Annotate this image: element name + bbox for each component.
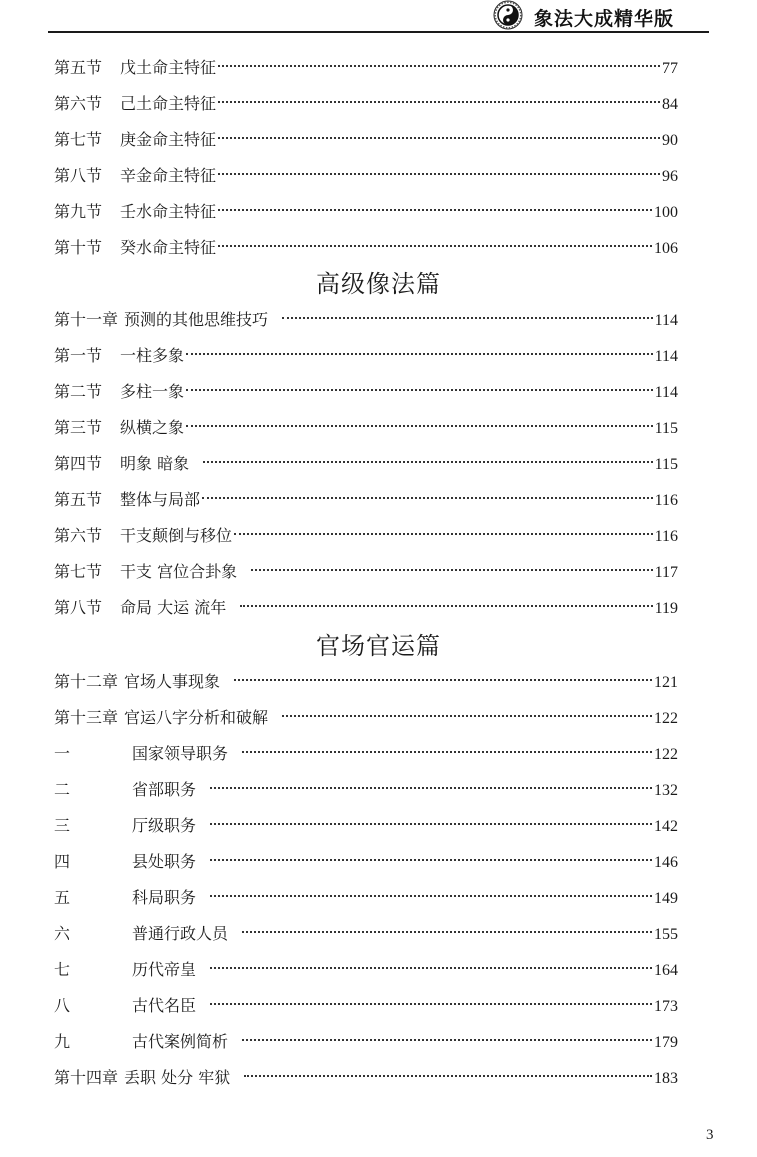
dot-leader <box>242 751 652 753</box>
toc-entry[interactable] <box>54 452 678 476</box>
toc-entry-page: 116 <box>654 492 678 509</box>
toc-entry-page: 114 <box>654 384 678 401</box>
dot-leader <box>242 1039 652 1041</box>
toc-entry-page: 132 <box>654 782 678 799</box>
dot-leader <box>218 137 660 139</box>
toc-entry-page: 183 <box>654 1070 678 1087</box>
toc-entry-title: 己土命主特征 <box>120 94 217 113</box>
dot-leader <box>210 787 652 789</box>
toc-entry-page: 146 <box>654 854 678 871</box>
dot-leader <box>210 859 652 861</box>
dot-leader <box>218 65 660 67</box>
toc-entry-title: 省部职务 <box>132 780 197 799</box>
dot-leader <box>240 605 652 607</box>
toc-entry-title: 多柱一象 <box>120 382 185 401</box>
dot-leader <box>218 101 660 103</box>
toc-entry-page: 116 <box>654 528 678 545</box>
toc-entry-title: 壬水命主特征 <box>120 202 217 221</box>
toc-entry-label: 第十二章 <box>54 672 119 691</box>
toc-entry-title: 官场人事现象 <box>124 672 221 691</box>
dot-leader <box>244 1075 652 1077</box>
dot-leader <box>203 461 652 463</box>
toc-entry-label: 第十一章 <box>54 310 119 329</box>
toc-entry-page: 100 <box>654 204 678 221</box>
toc-entry-label: 八 <box>54 996 71 1015</box>
toc-entry[interactable] <box>54 1030 678 1054</box>
toc-entry-page: 84 <box>662 96 678 113</box>
toc-entry-label: 四 <box>54 852 71 871</box>
toc-entry-title: 古代名臣 <box>132 996 197 1015</box>
toc-entry-label: 第八节 <box>54 598 103 617</box>
toc-entry-label: 第五节 <box>54 58 103 77</box>
toc-entry-title: 县处职务 <box>132 852 197 871</box>
toc-entry[interactable] <box>54 814 678 838</box>
toc-entry-label: 九 <box>54 1032 71 1051</box>
dot-leader <box>210 1003 652 1005</box>
dot-leader <box>251 569 652 571</box>
toc-entry-title: 普通行政人员 <box>132 924 229 943</box>
toc-entry-page: 90 <box>662 132 678 149</box>
toc-entry[interactable] <box>54 850 678 874</box>
toc-entry-title: 纵横之象 <box>120 418 185 437</box>
dot-leader <box>210 895 652 897</box>
section-title: 官场官运篇 <box>316 632 441 660</box>
dot-leader <box>218 245 652 247</box>
dot-leader <box>210 823 652 825</box>
toc-entry-title: 古代案例简析 <box>132 1032 229 1051</box>
toc-entry[interactable] <box>54 524 678 548</box>
toc-entry-page: 114 <box>654 348 678 365</box>
toc-entry-label: 第二节 <box>54 382 103 401</box>
toc-entry-page: 142 <box>654 818 678 835</box>
toc-entry-page: 155 <box>654 926 678 943</box>
toc-entry-title: 明象 暗象 <box>120 454 190 473</box>
dot-leader <box>218 209 652 211</box>
toc-entry-label: 第一节 <box>54 346 103 365</box>
toc-entry-page: 77 <box>662 60 678 77</box>
toc-entry-title: 干支颠倒与移位 <box>120 526 233 545</box>
toc-entry-label: 第五节 <box>54 490 103 509</box>
toc-entry-title: 丢职 处分 牢狱 <box>124 1068 231 1087</box>
toc-entry-label: 一 <box>54 744 71 763</box>
toc-entry-label: 第七节 <box>54 130 103 149</box>
dot-leader <box>186 353 653 355</box>
toc-entry[interactable] <box>54 596 678 620</box>
toc-entry-title: 国家领导职务 <box>132 744 229 763</box>
toc-entry[interactable] <box>54 1066 678 1090</box>
toc-entry-page: 106 <box>654 240 678 257</box>
toc-entry-page: 115 <box>654 420 678 437</box>
toc-entry-label: 六 <box>54 924 71 943</box>
dot-leader <box>242 931 652 933</box>
toc-entry[interactable] <box>54 560 678 584</box>
toc-entry[interactable] <box>54 922 678 946</box>
toc-entry[interactable] <box>54 92 678 116</box>
toc-entry-title: 整体与局部 <box>120 490 201 509</box>
toc-entry-label: 第三节 <box>54 418 103 437</box>
toc-entry[interactable] <box>54 164 678 188</box>
toc-entry[interactable] <box>54 488 678 512</box>
toc-entry-label: 第九节 <box>54 202 103 221</box>
running-header <box>0 0 757 36</box>
toc-entry-label: 七 <box>54 960 71 979</box>
toc-entry-page: 96 <box>662 168 678 185</box>
toc-entry[interactable] <box>54 670 678 694</box>
toc-entry-title: 癸水命主特征 <box>120 238 217 257</box>
toc-entry-label: 第六节 <box>54 94 103 113</box>
dot-leader <box>234 679 652 681</box>
toc-entry-label: 第十节 <box>54 238 103 257</box>
toc-entry-label: 第七节 <box>54 562 103 581</box>
toc-entry-page: 164 <box>654 962 678 979</box>
toc-entry-title: 预测的其他思维技巧 <box>124 310 269 329</box>
toc-entry-label: 五 <box>54 888 71 907</box>
toc-entry-page: 122 <box>654 710 678 727</box>
toc-entry[interactable] <box>54 958 678 982</box>
section-title: 高级像法篇 <box>316 270 441 298</box>
toc-entry[interactable] <box>54 236 678 260</box>
toc-entry-label: 第六节 <box>54 526 103 545</box>
toc-entry[interactable] <box>54 128 678 152</box>
toc-entry[interactable] <box>54 56 678 80</box>
toc-entry[interactable] <box>54 742 678 766</box>
book-title: 象法大成精华版 <box>534 8 675 30</box>
page-number: 3 <box>706 1127 714 1143</box>
toc-entry-page: 179 <box>654 1034 678 1051</box>
toc-entry-page: 173 <box>654 998 678 1015</box>
toc-entry-page: 122 <box>654 746 678 763</box>
toc-entry-title: 历代帝皇 <box>132 960 197 979</box>
toc-entry[interactable] <box>54 886 678 910</box>
toc-entry[interactable] <box>54 380 678 404</box>
dot-leader <box>186 425 653 427</box>
dot-leader <box>186 389 653 391</box>
dot-leader <box>282 317 653 319</box>
toc-entry-label: 第十三章 <box>54 708 119 727</box>
toc-entry[interactable] <box>54 200 678 224</box>
toc-entry[interactable] <box>54 706 678 730</box>
header-rule <box>48 31 709 33</box>
toc-entry-title: 一柱多象 <box>120 346 185 365</box>
toc-entry-title: 戊土命主特征 <box>120 58 217 77</box>
toc-entry-page: 149 <box>654 890 678 907</box>
toc-entry-page: 114 <box>654 312 678 329</box>
toc-entry-label: 三 <box>54 816 71 835</box>
yin-yang-seal-icon <box>486 0 530 30</box>
toc-entry-page: 115 <box>654 456 678 473</box>
toc-entry-title: 厅级职务 <box>132 816 197 835</box>
toc-entry[interactable] <box>54 308 678 332</box>
toc-entry[interactable] <box>54 994 678 1018</box>
toc-entry-title: 庚金命主特征 <box>120 130 217 149</box>
dot-leader <box>282 715 652 717</box>
dot-leader <box>218 173 660 175</box>
toc-entry-label: 第四节 <box>54 454 103 473</box>
toc-entry-title: 科局职务 <box>132 888 197 907</box>
toc-entry-title: 命局 大运 流年 <box>120 598 227 617</box>
toc-entry-title: 辛金命主特征 <box>120 166 217 185</box>
toc-entry[interactable] <box>54 416 678 440</box>
toc-entry[interactable] <box>54 778 678 802</box>
toc-entry-label: 第十四章 <box>54 1068 119 1087</box>
dot-leader <box>210 967 652 969</box>
dot-leader <box>234 533 653 535</box>
dot-leader <box>202 497 653 499</box>
toc-entry-label: 二 <box>54 780 71 799</box>
toc-entry-title: 干支 宫位合卦象 <box>120 562 238 581</box>
toc-entry[interactable] <box>54 344 678 368</box>
toc-entry-title: 官运八字分析和破解 <box>124 708 269 727</box>
toc-entry-page: 121 <box>654 674 678 691</box>
toc-entry-label: 第八节 <box>54 166 103 185</box>
toc-entry-page: 119 <box>654 600 678 617</box>
toc-entry-page: 117 <box>654 564 678 581</box>
